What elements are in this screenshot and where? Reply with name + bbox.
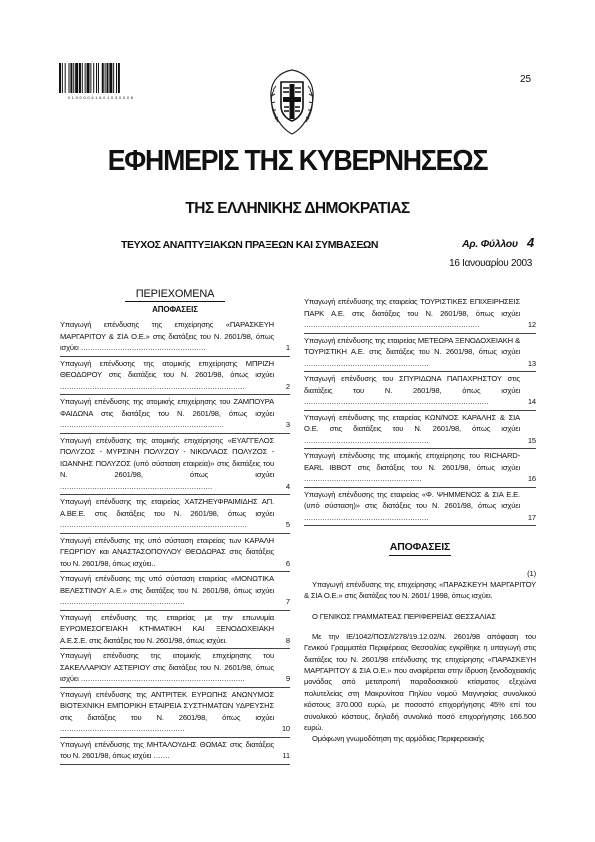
barcode-bar (105, 63, 106, 93)
toc-entry-leader: . (225, 635, 228, 645)
toc-entry (60, 573, 290, 608)
toc-entry-page: 10 (281, 724, 290, 733)
toc-entry (60, 739, 290, 762)
issue-series: ΤΕΥΧΟΣ ΑΝΑΠΤΥΞΙΑΚΩΝ ΠΡΑΞΕΩΝ ΚΑΙ ΣΥΜΒΑΣΕΩΝ (121, 239, 379, 251)
toc-entry-separator (304, 448, 536, 449)
barcode-bar (90, 63, 91, 93)
toc-entries-right (304, 296, 536, 526)
barcode-bar (70, 63, 72, 93)
toc-entry-page: 9 (285, 674, 290, 683)
toc-entry-separator (60, 394, 290, 395)
toc-entry-page: 16 (527, 474, 536, 483)
toc-entry (304, 296, 536, 331)
toc-entry-page: 1 (285, 343, 290, 352)
barcode-number: 0 1 0 0 0 0 4 1 6 0 1 0 3 0 0 0 8 (67, 95, 134, 100)
toc-entry-page: 6 (285, 558, 290, 568)
issue-date: 16 Ιανουαρίου 2003 (449, 258, 532, 269)
toc-entry-separator (304, 410, 536, 411)
toc-entry-text (60, 689, 290, 735)
toc-entry-title: Υπαγωγή επένδυσης της υπό σύσταση εταιρείας «ΜΟΝΩΤΙΚΑ ΒΕΛΕΣΤΙΝΟΥ Α.Ε.» στις διατάξεις του Ν. 2601/98, όπως ισχύει (60, 574, 274, 595)
masthead-title: ΕΦΗΜΕΡΙΣ ΤΗΣ ΚΥΒΕΡΝΗΣΕΩΣ (107, 145, 488, 177)
barcode-bar (75, 63, 78, 93)
toc-entry-text (60, 358, 290, 393)
toc-entry-leader: ...................................................... (60, 597, 185, 606)
decision-number: (1) (527, 569, 536, 578)
toc-entry (60, 650, 290, 685)
toc-subtitle: ΑΠΟΦΑΣΕΙΣ (152, 305, 198, 314)
toc-title: ΠΕΡΙΕΧΟΜΕΝΑ (135, 288, 215, 300)
toc-entry (60, 535, 290, 570)
toc-entry-title: Υπαγωγή επένδυσης του ΣΠΥΡΙΔΩΝΑ ΠΑΠΑΧΡΗΣΤΟΥ στις διατάξεις του Ν. 2601/98, όπως ισχύει (304, 374, 520, 395)
toc-entry-separator (304, 487, 536, 488)
toc-entry-leader: ....... (151, 751, 170, 760)
toc-entry-text (60, 396, 290, 431)
toc-entry-title: Υπαγωγή επένδυσης της ατομικής επιχείρησης του ΣΑΚΕΛΛΑΡΙΟΥ ΑΣΤΕΡΙΟΥ στις διατάξεις του Ν. 2601/98, όπως ισχύει (60, 651, 274, 683)
decision-title: Υπαγωγή επένδυσης της επιχείρησης «ΠΑΡΑΣΚΕΥΗ ΜΑΡΓΑΡΙΤΟΥ & ΣΙΑ Ο.Ε.» στις διατάξεις του Ν. 2601/ 1998, όπως ισχύει. (304, 580, 536, 601)
toc-entry-page: 15 (527, 435, 536, 445)
toc-entry (304, 450, 536, 485)
barcode-bar (98, 63, 99, 93)
toc-entry-separator (60, 433, 290, 434)
barcode-bar (62, 63, 63, 93)
toc-entry-leader: ................................................................................. (60, 520, 248, 529)
toc-entry-text (60, 319, 290, 354)
toc-entry-title: Υπαγωγή επένδυσης της εταιρείας ΚΩΝ/ΝΟΣ ΚΑΡΑΛΗΣ & ΣΙΑ Ο.Ε. στις διατάξεις του Ν. 2601/98, όπως ισχύει (304, 412, 520, 433)
barcode-bar (102, 63, 104, 93)
toc-entry-text (60, 650, 290, 685)
toc-entry-separator (60, 356, 290, 357)
toc-entry-title: Υπαγωγή επένδυσης της ΜΗΤΑΛΟΥΔΗΣ ΘΩΜΑΣ στις διατάξεις του Ν. 2601/98, όπως ισχύει (60, 739, 274, 760)
toc-entry-title: Υπαγωγή επένδυσης της ατομικής επιχείρησης του RICHARD-EARL IBBOT στις διατάξεις του Ν. 2601/98, όπως ισχύει (304, 451, 520, 472)
barcode-bar (109, 63, 112, 93)
toc-entry-separator (60, 764, 290, 765)
toc-entry-page: 2 (285, 381, 290, 391)
toc-left-column (60, 287, 290, 766)
barcode-bar (107, 63, 109, 93)
barcode-bar (87, 63, 90, 93)
toc-entry-separator (60, 533, 290, 534)
toc-entry (60, 612, 290, 647)
toc-entry (304, 373, 536, 408)
masthead-subtitle: ΤΗΣ ΕΛΛΗΝΙΚΗΣ ΔΗΜΟΚΡΑΤΙΑΣ (185, 200, 410, 217)
toc-entry (60, 689, 290, 735)
toc-entry (304, 489, 536, 524)
toc-entry-title: Υπαγωγή επένδυσης της ΑΝΤΡΙΤΕΚ ΕΥΡΩΠΗΣ ΑΝΩΝΥΜΟΣ ΒΙΟΤΕΧΝΙΚΗ ΕΜΠΟΡΙΚΗ ΕΤΑΙΡΕΙΑ ΣΥΣΤΗΜΑΤΩΝ ΥΔΡΕΥΣΗΣ στις διατάξεις του Ν. 2601/98, όπως ισχύει (60, 689, 274, 722)
toc-entry-text (304, 373, 536, 408)
toc-entry (60, 496, 290, 531)
toc-entry-separator (60, 571, 290, 572)
toc-entry-text (60, 739, 290, 762)
toc-entry-text (304, 489, 536, 524)
toc-entry-separator (304, 333, 536, 334)
toc-entry-leader: ................................................... (304, 474, 422, 483)
toc-entries-left (60, 319, 290, 765)
barcode-bar (69, 63, 70, 93)
toc-entry-title: Υπαγωγή επένδυσης της εταιρείας «Φ. ΨΗΜΜΕΝΟΣ & ΣΙΑ Ε.Ε. (υπό σύσταση)» στις διατάξεις του Ν. 2601/98, όπως ισχύει (304, 489, 520, 510)
toc-entry (60, 358, 290, 393)
decisions-heading: ΑΠΟΦΑΣΕΙΣ (389, 541, 451, 553)
toc-entry-title: Υπαγωγή επένδυσης της επιχείρησης «ΠΑΡΑΣΚΕΥΗ ΜΑΡΓΑΡΙΤΟΥ & ΣΙΑ Ο.Ε.» στις διατάξεις του Ν. 2601/98, όπως ισχύει (60, 320, 274, 352)
toc-entry-leader: ....................................................................... (78, 674, 245, 683)
toc-entry (60, 435, 290, 493)
barcode-bar (93, 63, 94, 93)
right-column (304, 296, 536, 745)
decision-body: Με την ΙΕ/1042/ΠΟΣ/Ι/278/19.12.02/Ν. 2601/98 απόφαση του Γενικού Γραμματέα Περιφέρειας Θεσσαλίας εγκρίθηκε η υπαγωγή στις διατάξεις του Ν. 2601/98 επένδυσης της επιχείρησης «ΠΑΡΑΣΚΕΥΗ ΜΑΡΓΑΡΙΤΟΥ & ΣΙΑ Ο.Ε.» που αναφέρεται στην ίδρυση ξενοδοχειακής μονάδας από μετατροπή παραδοσιακού κτίσματος εξεχώνα πολυτελείας στη Μακρυνίτσα Πηλίου νομού Μαγνησίας συνολικού κόστους 370.000 ευρώ, με ποσοστό επιχορήγησης 45% επί του συνολικού κόστους, δηλαδή συνολικό ποσό επιχορήγησης 166.500 ευρώ. (304, 631, 536, 733)
toc-entry (60, 319, 290, 354)
toc-entry-leader: ................................................................................ (60, 381, 245, 391)
toc-entry-leader: .. (151, 558, 156, 568)
page-number: 25 (520, 74, 532, 85)
toc-entry-text (304, 450, 536, 485)
toc-entry-page: 13 (527, 358, 536, 368)
toc-entry-separator (60, 737, 290, 738)
toc-entry-leader: ...................................................... (60, 724, 185, 733)
toc-entry-leader: ...................................................... (304, 512, 429, 522)
toc-entry (60, 396, 290, 431)
toc-entry-text (304, 296, 536, 331)
toc-entry-text (60, 573, 290, 608)
toc-entry-page: 17 (527, 512, 536, 522)
toc-entry-separator (304, 371, 536, 372)
toc-entry-page: 4 (285, 481, 290, 491)
decision-body-continuation: Ομόφωνη γνωμοδότηση της αρμόδιας Περιφερειακής (312, 734, 485, 744)
toc-entry-leader: ...................................................... (304, 358, 429, 368)
toc-entry-leader: ...................................................... (78, 343, 206, 352)
issue-label: Αρ. Φύλλου (462, 238, 518, 250)
toc-entry-page: 3 (285, 420, 290, 429)
toc-entry-separator (60, 610, 290, 611)
toc-entry-text (304, 412, 536, 447)
toc-entry-text (60, 496, 290, 531)
toc-entry-separator (60, 687, 290, 688)
toc-entry-title: Υπαγωγή επένδυσης της ατομικής επιχείρησης ΜΠΡΙΖΗ ΘΕΟΔΩΡΟΥ στις διατάξεις του Ν. 2601/98, όπως ισχύει (60, 358, 274, 379)
toc-title-underline (125, 301, 225, 302)
toc-entry-title: Υπαγωγή επένδυσης της εταιρείας ΜΕΤΕΩΡΑ ΞΕΝΟΔΟΧΕΙΑΚΗ & ΤΟΥΡΙΣΤΙΚΗ Α.Ε. στις διατάξεις του Ν. 2601/98, όπως ισχύει (304, 335, 520, 356)
toc-entry-page: 11 (282, 751, 290, 760)
barcode-bar (116, 63, 117, 93)
toc-entry-separator (60, 648, 290, 649)
toc-entry-text (304, 335, 536, 370)
toc-entry-title: Υπαγωγή επένδυσης της υπό σύσταση εταιρείας των ΚΑΡΑΛΗ ΓΕΩΡΓΙΟΥ και ΑΝΑΣΤΑΣΟΠΟΥΛΟΥ ΘΕΟΔΩΡΑΣ στις διατάξεις του Ν. 2601/98, όπως ισχύει (60, 535, 274, 568)
barcode-bar (79, 63, 81, 93)
issue-number: 4 (527, 235, 535, 250)
toc-entry-leader: ....................................................................... (60, 420, 224, 429)
toc-entry-title: Υπαγωγή επένδυσης της ατομικής επιχείρησης «ΕΥΑΓΓΕΛΟΣ ΠΟΛΥΖΟΣ - ΜΥΡΣΙΝΗ ΠΟΛΥΖΟΥ - ΝΙΚΟΛΑΟΣ ΠΟΛΥΖΟΣ - ΙΩΑΝΝΗΣ ΠΟΛΥΖΟΣ (υπό σύσταση εταιρεία)» στις διατάξεις του Ν. 2601/98, όπως ισχύει (60, 435, 274, 479)
barcode-bar (65, 63, 66, 93)
barcode-bar (118, 63, 120, 93)
toc-entry-title: Υπαγωγή επένδυσης της ατομικής επιχείρησης του ΖΑΜΠΟΥΡΑ ΦΑΙΔΩΝΑ στις διατάξεις του Ν. 2601/98, όπως ισχύει (60, 397, 274, 418)
toc-entry-page: 8 (285, 635, 290, 645)
decision-authority: Ο ΓΕΝΙΚΟΣ ΓΡΑΜΜΑΤΕΑΣ ΠΕΡΙΦΕΡΕΙΑΣ ΘΕΣΣΑΛΙΑΣ (312, 611, 496, 621)
toc-entry-page: 7 (285, 597, 290, 606)
toc-entry-separator (60, 494, 290, 495)
toc-entry-title: Υπαγωγή επένδυσης της εταιρείας ΤΟΥΡΙΣΤΙΚΕΣ ΕΠΙΧΕΙΡΗΣΕΙΣ ΠΑΡΚ Α.Ε. στις διατάξεις του Ν. 2601/98, όπως ισχύει (304, 297, 520, 318)
toc-entry-title: Υπαγωγή επένδυσης της εταιρείας ΧΑΤΖΗΕΥΦΡΑΙΜΙΔΗΣ ΑΠ. Α.ΒΕ.Ε. στις διατάξεις του Ν. 2601/98, όπως ισχύει (60, 497, 274, 518)
toc-entry (304, 412, 536, 447)
toc-entry-page: 5 (285, 520, 290, 529)
toc-entry-separator (304, 525, 536, 526)
toc-entry-title: Υπαγωγή επένδυσης της εταιρείας με την επωνυμία ΕΥΡΩΜΕΣΟΓΕΙΑΚΗ ΚΤΗΜΑΤΙΚΗ ΚΑΙ ΞΕΝΟΔΟΧΕΙΑΚΗ Α.Ε.Σ.Ε. στις διατάξεις του Ν. 2601/98, όπως ισχύει (60, 612, 274, 645)
toc-entry-leader: .................................................................. (60, 481, 213, 491)
decisions-heading-underline (389, 555, 451, 556)
barcode-bar (113, 63, 114, 93)
barcode-bar (59, 63, 61, 93)
toc-entry (304, 335, 536, 370)
toc-entry-page: 14 (527, 397, 536, 406)
toc-entry-page: 12 (527, 320, 536, 329)
toc-entry-leader: ...................................................... (304, 435, 429, 445)
toc-entry-text (60, 612, 290, 647)
toc-entry-text (60, 435, 290, 493)
barcode (59, 63, 142, 93)
toc-entry-text (60, 535, 290, 570)
barcode-bar (73, 63, 74, 93)
greek-coat-of-arms-icon (262, 66, 322, 136)
barcode-bar (85, 63, 86, 93)
barcode-bar (96, 63, 97, 93)
toc-entry-leader: ............................................................................ (304, 320, 480, 329)
toc-entry-leader: ................................................................................ (304, 397, 489, 406)
barcode-bar (82, 63, 83, 93)
